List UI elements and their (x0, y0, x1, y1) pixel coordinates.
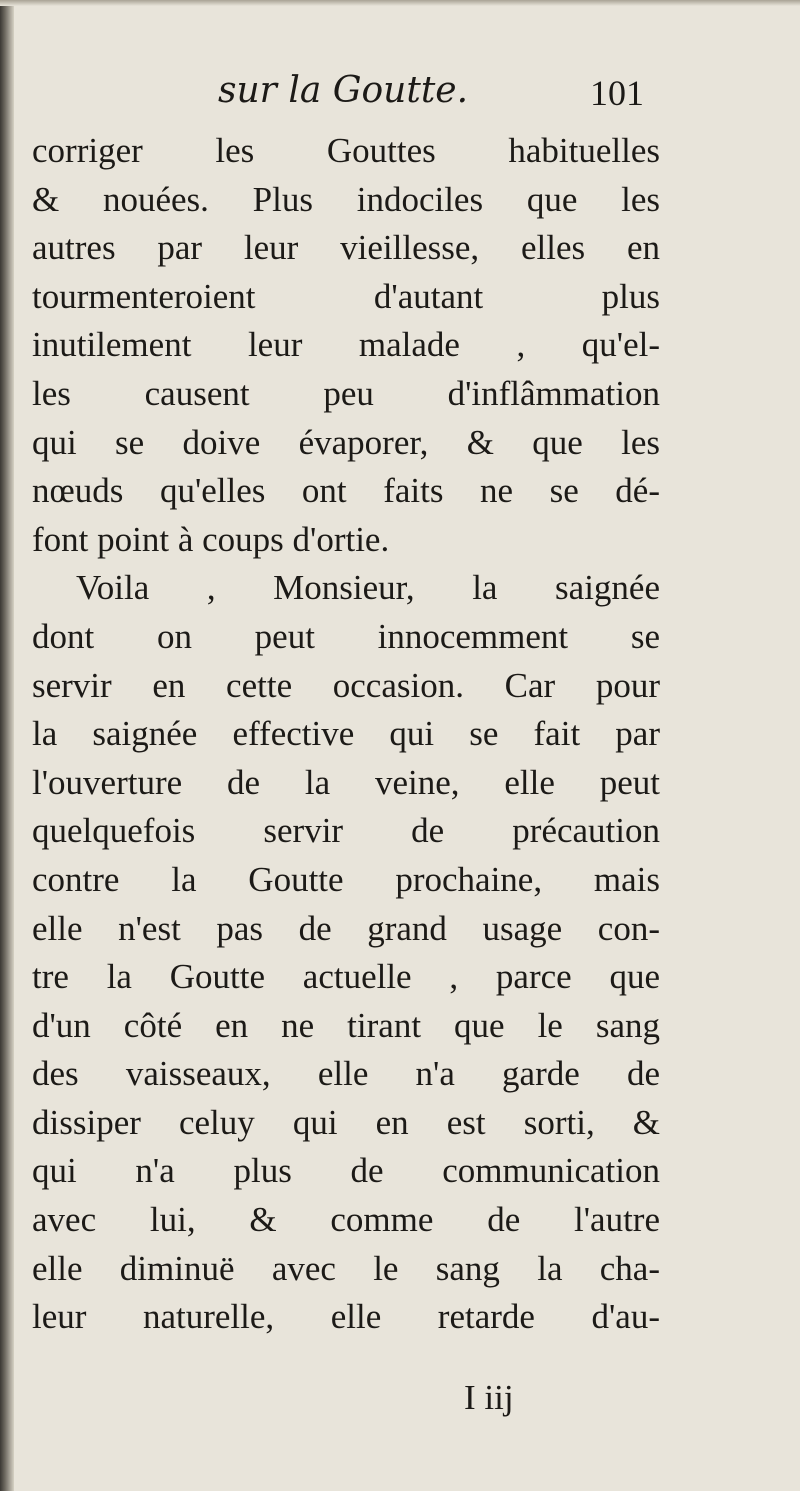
text-line: elle n'est pas de grand usage con- (32, 908, 660, 948)
body-text (32, 127, 660, 1342)
running-title: sur la Goutte. (218, 70, 469, 111)
text-line: leur naturelle, elle retarde d'au- (32, 1297, 660, 1337)
text-line: qui se doive évaporer, & que les (32, 422, 660, 462)
text-line: qui n'a plus de communication (32, 1151, 660, 1191)
text-line: quelquefois servir de précaution (32, 811, 660, 851)
signature-mark: I iij (464, 1378, 514, 1417)
text-line: d'un côté en ne tirant que le sang (32, 1005, 660, 1045)
text-line: la saignée effective qui se fait par (32, 714, 660, 754)
text-line: les causent peu d'inflâmmation (32, 373, 660, 413)
text-line: autres par leur vieillesse, elles en (32, 228, 660, 268)
page-header (0, 70, 800, 120)
text-line: des vaisseaux, elle n'a garde de (32, 1054, 660, 1094)
page-top-edge (0, 0, 800, 6)
text-line: l'ouverture de la veine, elle peut (32, 762, 660, 802)
text-line: contre la Goutte prochaine, mais (32, 859, 660, 899)
text-line: font point à coups d'ortie. (32, 519, 390, 559)
text-line: nœuds qu'elles ont faits ne se dé- (32, 471, 660, 511)
text-line: dissiper celuy qui en est sorti, & (32, 1102, 660, 1142)
text-line: dont on peut innocemment se (32, 616, 660, 656)
text-line: & nouées. Plus indociles que les (32, 179, 660, 219)
page-number: 101 (590, 73, 644, 113)
text-line: tre la Goutte actuelle , parce que (32, 957, 660, 997)
page-gutter-shadow (0, 0, 14, 1491)
text-line: Voila , Monsieur, la saignée (76, 568, 660, 608)
text-line: corriger les Gouttes habituelles (32, 131, 660, 170)
text-line: inutilement leur malade , qu'el- (32, 325, 660, 365)
text-line: avec lui, & comme de l'autre (32, 1200, 660, 1240)
text-line: elle diminuë avec le sang la cha- (32, 1248, 660, 1288)
text-line: tourmenteroient d'autant plus (32, 276, 660, 316)
text-line: servir en cette occasion. Car pour (32, 665, 660, 705)
